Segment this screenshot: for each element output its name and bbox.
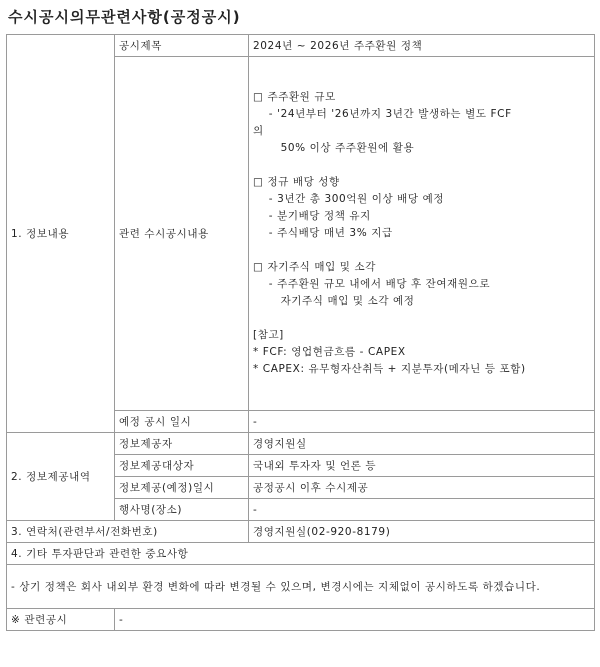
schedule-value: 공정공시 이후 수시제공: [249, 477, 595, 499]
related-content-label: 관련 수시공시내용: [115, 57, 249, 411]
related-content-line: [253, 310, 590, 327]
related-disclosure-value: -: [115, 609, 595, 631]
provision-section-label: 2. 정보제공내역: [7, 433, 115, 521]
related-content-cell: [249, 57, 595, 411]
venue-value: -: [249, 499, 595, 521]
related-content-line: * FCF: 영업현금흐름 - CAPEX: [253, 346, 406, 358]
related-content-line: □ 정규 배당 성향: [253, 176, 340, 188]
related-disclosure-label: ※ 관련공시: [7, 609, 115, 631]
provider-value: 경영지원실: [249, 433, 595, 455]
info-section-label: 1. 정보내용: [7, 35, 115, 433]
related-content-line: - 주식배당 매년 3% 지급: [253, 227, 393, 239]
related-content-line: [253, 242, 590, 259]
related-content-line: 자기주식 매입 및 소각 예정: [253, 295, 415, 307]
disclosure-title-value: 2024년 ~ 2026년 주주환원 정책: [249, 35, 595, 57]
related-content-line: 50% 이상 주주환원에 활용: [253, 142, 415, 154]
disclosure-table: [6, 34, 595, 631]
related-content-line: - 분기배당 정책 유지: [253, 210, 371, 222]
target-value: 국내외 투자자 및 언론 등: [249, 455, 595, 477]
disclosure-title-label: 공시제목: [115, 35, 249, 57]
related-content-line: 의: [253, 125, 264, 137]
related-content-line: [253, 157, 590, 174]
related-content-line: - 3년간 총 300억원 이상 배당 예정: [253, 193, 445, 205]
related-content-line: □ 자기주식 매입 및 소각: [253, 261, 376, 273]
related-content-line: - 주주환원 규모 내에서 배당 후 잔여재원으로: [253, 278, 491, 290]
related-content-line: [참고]: [253, 329, 284, 341]
provider-label: 정보제공자: [115, 433, 249, 455]
table-row: [7, 433, 595, 455]
contact-label: 3. 연락처(관련부서/전화번호): [7, 521, 249, 543]
table-row: [7, 565, 595, 609]
related-content-line: * CAPEX: 유무형자산취득 + 지분투자(메자닌 등 포함): [253, 363, 526, 375]
related-content-line: - '24년부터 '26년까지 3년간 발생하는 별도 FCF: [253, 108, 512, 120]
related-content-line: □ 주주환원 규모: [253, 91, 336, 103]
table-row: [7, 35, 595, 57]
schedule-label: 정보제공(예정)일시: [115, 477, 249, 499]
other-label: 4. 기타 투자판단과 관련한 중요사항: [7, 543, 595, 565]
related-content-lines: [253, 86, 590, 381]
contact-value: 경영지원실(02-920-8179): [249, 521, 595, 543]
other-text: - 상기 정책은 회사 내외부 환경 변화에 따라 변경될 수 있으며, 변경시에는 지체없이 공시하도록 하겠습니다.: [7, 565, 595, 609]
scheduled-date-value: -: [249, 411, 595, 433]
venue-label: 행사명(장소): [115, 499, 249, 521]
page-title: 수시공시의무관련사항(공정공시): [8, 8, 241, 26]
target-label: 정보제공대상자: [115, 455, 249, 477]
table-row: [7, 543, 595, 565]
scheduled-date-label: 예정 공시 일시: [115, 411, 249, 433]
table-row: [7, 609, 595, 631]
table-row: [7, 521, 595, 543]
